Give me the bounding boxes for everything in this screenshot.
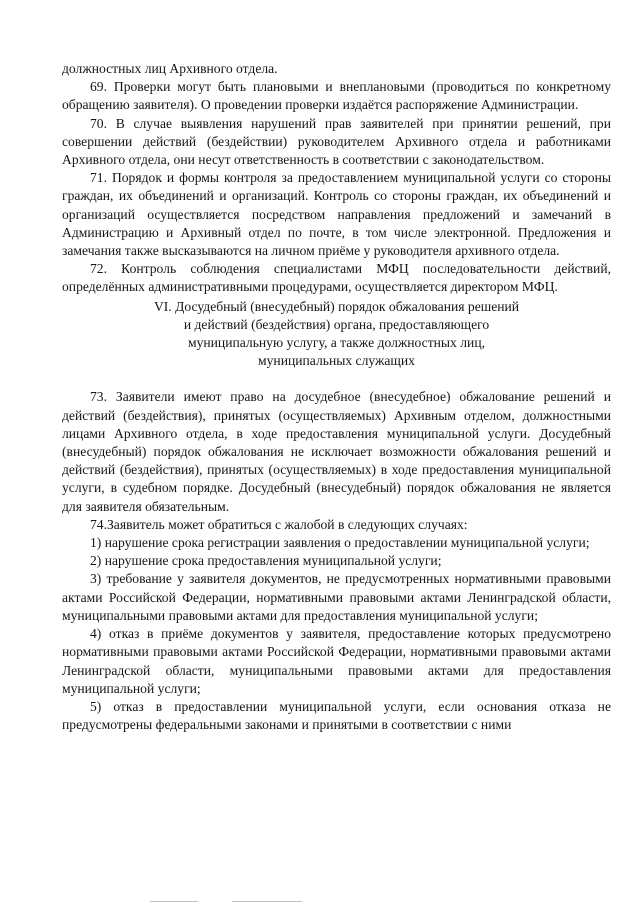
section-title-line: муниципальную услугу, а также должностных лиц, [187,335,485,351]
scan-artifact [150,901,198,902]
list-item-4: 4) отказ в приёме документов у заявителя, предоставление которых предусмотрено нормативными правовыми актами Российской Федерации, нормативными правовыми актами Ленинградской области, муниципальными правовыми актами для предоставления муниципальной услуги; [62,626,611,696]
document-body [62,60,611,734]
paragraph-70: 70. В случае выявления нарушений прав заявителей при принятии решений, при совершении действий (бездействии) руководителем Архивного отдела и работниками Архивного отдела, они несут ответственность в соответствии с законодательством. [62,115,611,168]
paragraph-71: 71. Порядок и формы контроля за предоставлением муниципальной услуги со стороны граждан, их объединений и организаций. Контроль со стороны граждан, их объединений и организаций осуществляется посредством направления предложений и замечаний в Администрацию и Архивный отдел по почте, в том числе электронной. Предложения и замечания также высказываются на личном приёме у руководителя архивного отдела. [62,170,611,259]
paragraph-74: 74.Заявитель может обратиться с жалобой в следующих случаях: [90,516,468,532]
paragraph-72: 72. Контроль соблюдения специалистами МФЦ последовательности действий, определённых административными процедурами, осуществляется директором МФЦ. [62,261,611,295]
section-title-line: и действий (бездействия) органа, предоставляющего [183,316,490,332]
list-item-1: 1) нарушение срока регистрации заявления о предоставлении муниципальной услуги; [90,535,590,551]
paragraph-69: 69. Проверки могут быть плановыми и внеплановыми (проводиться по конкретному обращению заявителя). О проведении проверки издаётся распоряжение Администрации. [62,79,611,113]
section-title-line: муниципальных служащих [258,353,415,369]
list-item-2: 2) нарушение срока предоставления муниципальной услуги; [90,553,442,569]
paragraph-73: 73. Заявители имеют право на досудебное (внесудебное) обжалование решений и действий (бездействия), принятых (осуществляемых) Архивным отделом, должностными лицами Архивного отдела, в ходе предоставления муниципальной услуги. Досудебный (внесудебный) порядок обжалования не исключает возможности обжалования решений и действий (бездействия), принятых (осуществляемых) в ходе предоставления муниципальной услуги, в судебном порядке. Досудебный (внесудебный) порядок обжалования не является для заявителя обязательным. [62,389,611,514]
list-item-3: 3) требование у заявителя документов, не предусмотренных нормативными правовыми актами Российской Федерации, нормативными правовыми актами Ленинградской области, муниципальными правовыми актами для предоставления муниципальной услуги; [62,571,611,623]
section-title [62,297,611,371]
section-title-line: VI. Досудебный (внесудебный) порядок обжалования решений [153,298,520,314]
paragraph-continuation: должностных лиц Архивного отдела. [62,61,278,76]
scan-artifact [232,901,302,902]
list-item-5: 5) отказ в предоставлении муниципальной услуги, если основания отказа не предусмотрены федеральными законами и принятыми в соответствии с ними [62,698,611,733]
